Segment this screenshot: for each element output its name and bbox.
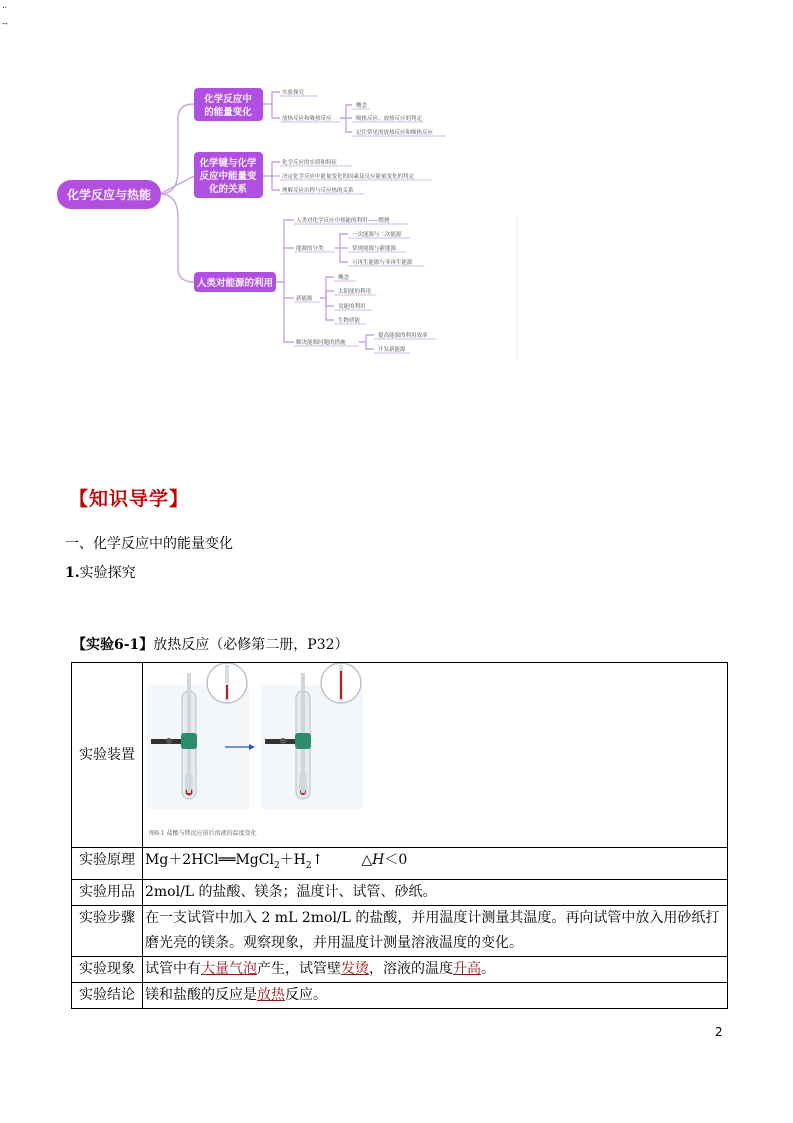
cell-materials-value: 2mol/L 的盐酸、镁条；温度计、试管、砂纸。	[143, 879, 728, 905]
mindmap-branch-2-line-1: 化学键与化学	[199, 158, 257, 169]
experiment-table	[71, 662, 728, 1009]
cell-conclusion-label: 实验结论	[72, 982, 143, 1008]
experiment-title-tag: 【实验6-1】	[72, 637, 154, 653]
text-run: 镁和盐酸的反应是	[145, 986, 257, 1003]
cell-materials-label: 实验用品	[72, 879, 143, 905]
text-run: 反应。	[285, 986, 327, 1003]
text-run: 试管中有	[145, 960, 201, 977]
text-run: 产生，试管壁	[257, 960, 341, 977]
table-row-conclusion	[72, 982, 728, 1008]
gas-arrow: ↑	[311, 852, 324, 868]
mindmap-leaf: 一次能源与二次能源	[352, 232, 402, 238]
corner-mark-top: ..	[2, 1, 8, 10]
mindmap-leaf: 放热反应和吸热反应	[282, 116, 332, 122]
mindmap-leaf: 吸热反应、放热反应的判定	[356, 116, 423, 122]
footer-mark: ·	[156, 1027, 158, 1034]
underlined-answer: 发烫	[341, 960, 369, 977]
underlined-answer: 放热	[257, 986, 285, 1003]
table-row-apparatus	[72, 663, 728, 848]
mindmap-leaf: 解决能源问题的措施	[296, 340, 346, 346]
mindmap-leaf: 记住常见的放热反应和吸热反应	[356, 130, 434, 136]
experiment-title-rest: 放热反应（必修第二册，P32）	[153, 637, 349, 653]
heading-number: 1.	[65, 565, 80, 581]
table-row-steps	[72, 905, 728, 956]
mindmap-leaf: 开发新能源	[378, 347, 406, 353]
cell-principle-label: 实验原理	[72, 848, 143, 880]
equation-subscript: 2	[273, 860, 280, 871]
enthalpy-symbol: H	[372, 852, 385, 868]
mindmap-leaf: 提高能源的利用效率	[378, 333, 428, 339]
mindmap-diagram	[0, 0, 793, 400]
mindmap-leaf: 常规能源与新能源	[352, 246, 397, 252]
cell-phenomenon-value	[143, 956, 728, 982]
mindmap-leaf: 概念	[356, 103, 368, 109]
cell-principle-value	[143, 848, 728, 880]
figure-caption: 图6-1 盐酸与镁反应前后溶液的温度变化	[149, 830, 257, 837]
cell-steps-label: 实验步骤	[72, 905, 143, 956]
mindmap-leaf: 理解反应历程与反应热的关系	[282, 188, 354, 194]
mindmap-leaf: 化学反应的实质和特征	[282, 160, 338, 166]
mindmap-leaf: 能源的分类	[296, 246, 324, 252]
cell-steps-value: 在一支试管中加入 2 mL 2mol/L 的盐酸，并用温度计测量其温度。再向试管中放入用砂纸打磨光亮的镁条。观察现象，并用温度计测量溶液温度的变化。	[143, 905, 728, 956]
enthalpy-sign: ＜0	[384, 852, 408, 868]
mindmap-leaf: 太阳能的利用	[338, 289, 372, 295]
mindmap-leaf: 人类对化学反应中热能的利用——燃烧	[296, 218, 390, 224]
mindmap-branch-2-line-3: 化的关系	[208, 184, 248, 195]
mindmap-leaf: 概念	[338, 275, 350, 281]
equation-part: ＋H	[279, 852, 306, 868]
cell-apparatus-figure	[143, 663, 728, 848]
cell-conclusion-value	[143, 982, 728, 1008]
table-row-phenomenon	[72, 956, 728, 982]
heading-text: 实验探究	[79, 565, 136, 581]
delta-symbol: △	[361, 852, 373, 868]
equation-subscript: 2	[305, 860, 312, 871]
page-number: 2	[715, 1025, 723, 1039]
text-run: 。	[481, 960, 495, 977]
table-row-materials	[72, 879, 728, 905]
equation-part: Mg＋2HCl══MgCl	[145, 852, 274, 868]
apparatus-figure	[143, 663, 727, 847]
mindmap-branch-1-line-2: 的能量变化	[204, 107, 252, 118]
mindmap-branch-1-line-1: 化学反应中	[204, 94, 252, 105]
corner-mark-bottom: --	[2, 19, 8, 28]
mindmap-branch-2-line-2: 反应中能量变	[199, 171, 257, 182]
cell-apparatus-label: 实验装置	[72, 663, 143, 848]
mindmap-leaf: 新能源	[296, 296, 313, 302]
mindmap-leaf: 实验探究	[282, 90, 305, 96]
heading-experiment-explore	[65, 562, 136, 582]
underlined-answer: 升高	[453, 960, 481, 977]
heading-energy-change: 一、化学反应中的能量变化	[65, 536, 233, 552]
mindmap-leaf: 生物质能	[338, 318, 361, 324]
section-title: 【知识导学】	[69, 488, 190, 510]
table-row-principle	[72, 848, 728, 880]
underlined-answer: 大量气泡	[201, 960, 257, 977]
mindmap-leaf: 氢能的利用	[338, 304, 366, 310]
mindmap-leaf: 可再生能源与非再生能源	[352, 260, 413, 266]
mindmap-leaf: 决定化学反应中能量变化的因素及反应能量变化的判定	[282, 174, 415, 180]
text-run: ，溶液的温度	[369, 960, 453, 977]
cell-phenomenon-label: 实验现象	[72, 956, 143, 982]
mindmap-root-label: 化学反应与热能	[66, 188, 152, 202]
mindmap-branch-3-line-1: 人类对能源的利用	[196, 278, 274, 289]
experiment-title	[72, 634, 349, 654]
